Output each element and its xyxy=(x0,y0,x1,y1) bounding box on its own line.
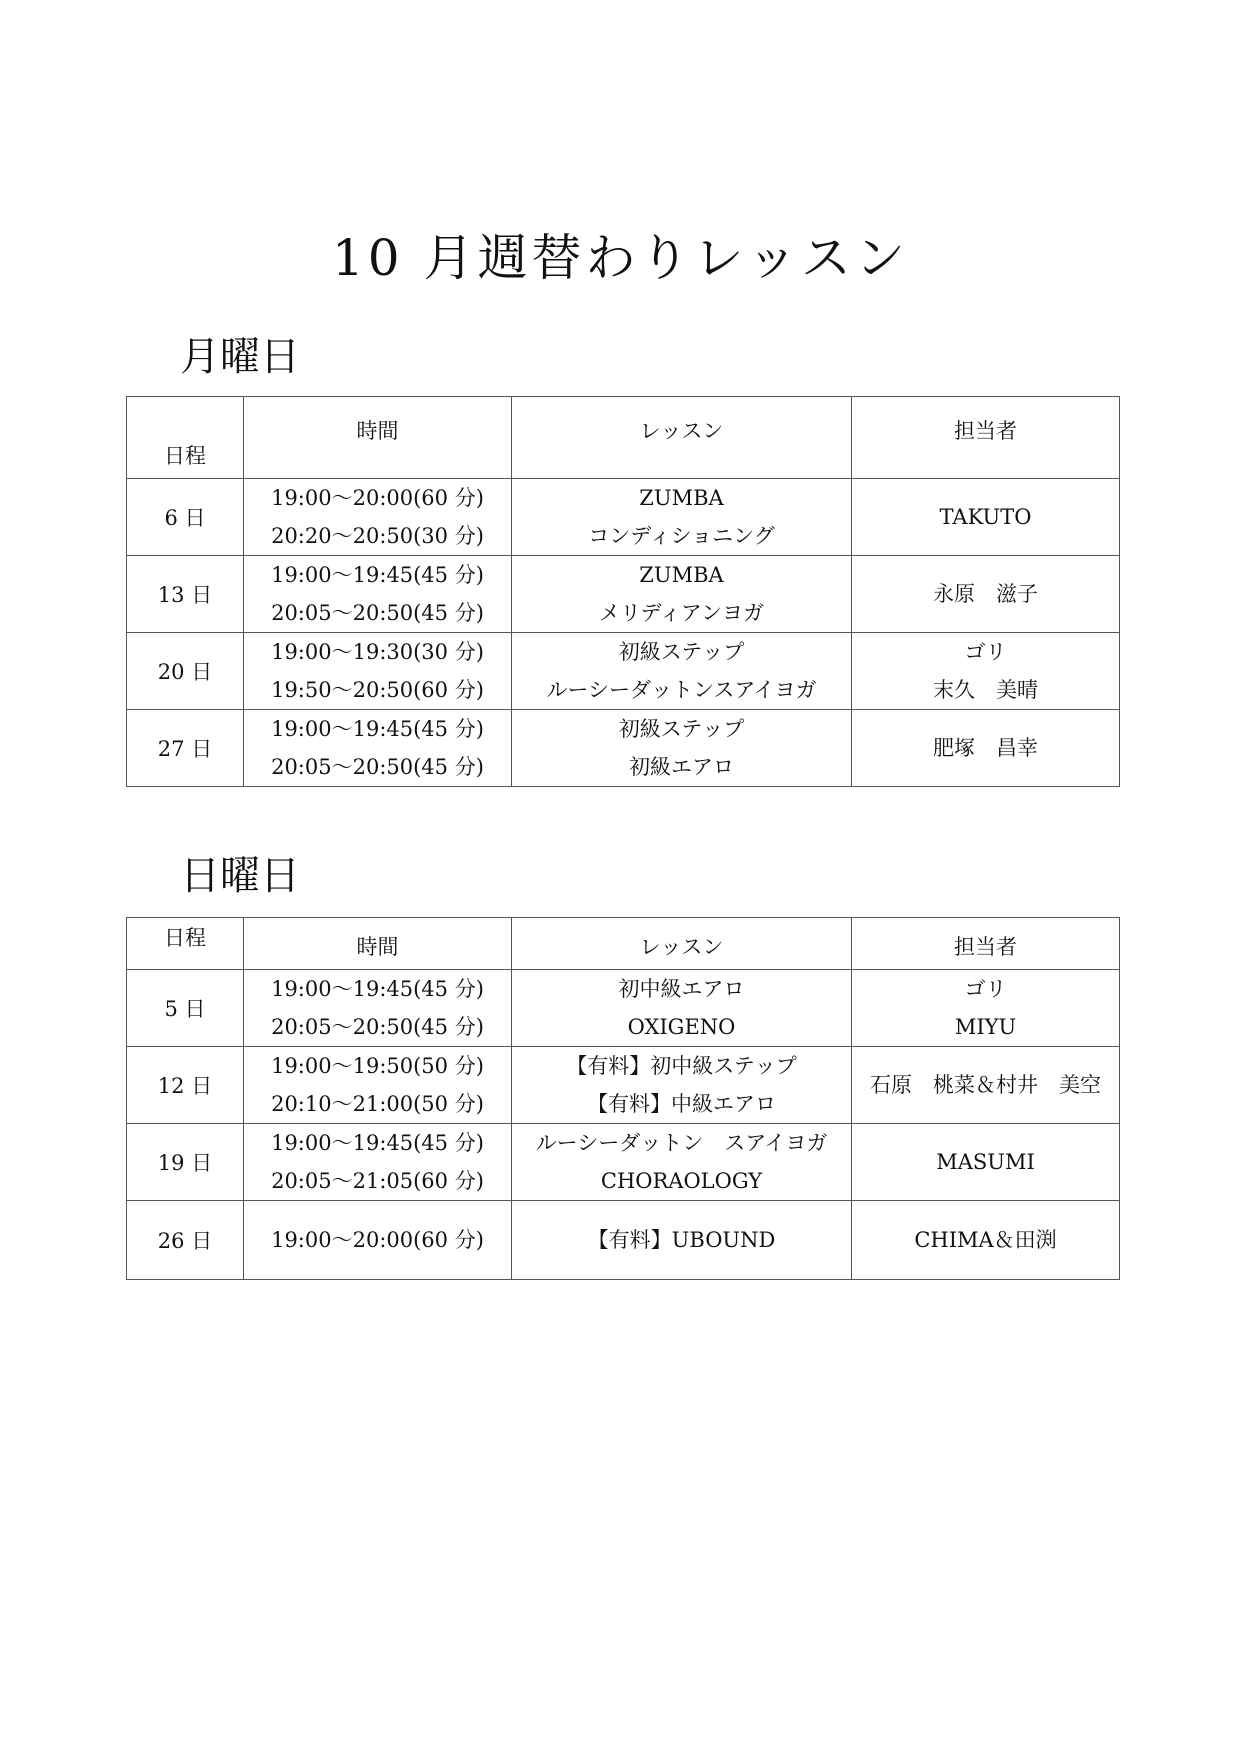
instructor-cell xyxy=(852,479,1120,556)
table-row xyxy=(127,556,1120,633)
lesson-name: 初級ステップ xyxy=(618,717,745,741)
lesson-name: コンディショニング xyxy=(588,524,775,548)
lesson-cell xyxy=(512,633,852,710)
time-cell xyxy=(244,633,512,710)
lesson-cell xyxy=(512,479,852,556)
instructor-name: 肥塚 昌幸 xyxy=(933,736,1038,760)
time-cell xyxy=(244,479,512,556)
instructor-name: MIYU xyxy=(954,1015,1017,1039)
lesson-name: メリディアンヨガ xyxy=(598,601,765,625)
time-cell xyxy=(244,556,512,633)
lesson-name: OXIGENO xyxy=(627,1015,736,1039)
table-header-row xyxy=(127,918,1120,970)
sunday-heading: 日曜日 xyxy=(180,853,300,899)
day-cell: 12 日 xyxy=(127,1047,244,1124)
instructor-name: CHIMA＆田渕 xyxy=(914,1228,1057,1252)
monday-schedule-table xyxy=(126,396,1120,787)
time-slot: 19:00～19:45(45 分) xyxy=(271,563,484,587)
table-row xyxy=(127,1124,1120,1201)
time-slot: 19:00～20:00(60 分) xyxy=(271,1228,484,1252)
time-cell xyxy=(244,1124,512,1201)
header-instructor: 担当者 xyxy=(852,397,1120,479)
instructor-cell xyxy=(852,1201,1120,1280)
sunday-schedule-table xyxy=(126,917,1120,1280)
lesson-name: CHORAOLOGY xyxy=(600,1169,763,1193)
day-cell: 27 日 xyxy=(127,710,244,787)
instructor-cell xyxy=(852,710,1120,787)
lesson-name: ZUMBA xyxy=(639,486,724,510)
instructor-cell xyxy=(852,970,1120,1047)
lesson-cell xyxy=(512,1047,852,1124)
time-slot: 19:00～19:30(30 分) xyxy=(271,640,484,664)
header-day: 日程 xyxy=(127,918,244,970)
lesson-cell xyxy=(512,970,852,1047)
header-lesson: レッスン xyxy=(512,397,852,479)
time-slot: 19:00～19:45(45 分) xyxy=(271,977,484,1001)
time-slot: 20:05～20:50(45 分) xyxy=(271,755,484,779)
time-cell xyxy=(244,710,512,787)
day-cell: 20 日 xyxy=(127,633,244,710)
header-time: 時間 xyxy=(244,397,512,479)
instructor-name: 石原 桃菜＆村井 美空 xyxy=(870,1073,1101,1097)
time-slot: 19:00～19:45(45 分) xyxy=(271,717,484,741)
instructor-name: 永原 滋子 xyxy=(933,582,1038,606)
lesson-cell xyxy=(512,1124,852,1201)
table-row xyxy=(127,1047,1120,1124)
time-cell xyxy=(244,1047,512,1124)
page-title: 10 月週替わりレッスン xyxy=(331,229,910,287)
time-slot: 20:05～20:50(45 分) xyxy=(271,601,484,625)
time-slot: 20:10～21:00(50 分) xyxy=(271,1092,484,1116)
lesson-name: 初級エアロ xyxy=(629,755,734,779)
lesson-name: 初級ステップ xyxy=(618,640,745,664)
time-slot: 20:05～20:50(45 分) xyxy=(271,1015,484,1039)
table-row xyxy=(127,1201,1120,1280)
time-slot: 19:50～20:50(60 分) xyxy=(271,678,484,702)
instructor-cell xyxy=(852,1124,1120,1201)
header-lesson: レッスン xyxy=(512,918,852,970)
instructor-cell xyxy=(852,556,1120,633)
lesson-cell xyxy=(512,1201,852,1280)
day-cell: 13 日 xyxy=(127,556,244,633)
instructor-cell xyxy=(852,633,1120,710)
time-cell xyxy=(244,970,512,1047)
time-slot: 20:05～21:05(60 分) xyxy=(271,1169,484,1193)
table-row xyxy=(127,479,1120,556)
lesson-name: ルーシーダットン スアイヨガ xyxy=(535,1131,828,1155)
day-cell: 19 日 xyxy=(127,1124,244,1201)
instructor-name: 末久 美晴 xyxy=(933,678,1038,702)
table-row xyxy=(127,710,1120,787)
instructor-name: ゴリ xyxy=(964,977,1007,1001)
instructor-cell xyxy=(852,1047,1120,1124)
lesson-name: 初中級エアロ xyxy=(618,977,745,1001)
time-cell xyxy=(244,1201,512,1280)
lesson-name: 【有料】初中級ステップ xyxy=(566,1054,797,1078)
instructor-name: MASUMI xyxy=(936,1150,1035,1174)
header-day: 日程 xyxy=(127,397,244,479)
instructor-name: TAKUTO xyxy=(939,505,1032,529)
time-slot: 19:00～19:50(50 分) xyxy=(271,1054,484,1078)
header-time: 時間 xyxy=(244,918,512,970)
lesson-name: 【有料】UBOUND xyxy=(587,1228,776,1252)
time-slot: 19:00～19:45(45 分) xyxy=(271,1131,484,1155)
lesson-name: ルーシーダットンスアイヨガ xyxy=(546,678,817,702)
table-row xyxy=(127,970,1120,1047)
lesson-cell xyxy=(512,556,852,633)
day-cell: 6 日 xyxy=(127,479,244,556)
monday-heading: 月曜日 xyxy=(180,334,300,380)
table-header-row xyxy=(127,397,1120,479)
header-instructor: 担当者 xyxy=(852,918,1120,970)
time-slot: 20:20～20:50(30 分) xyxy=(271,524,484,548)
time-slot: 19:00～20:00(60 分) xyxy=(271,486,484,510)
day-cell: 5 日 xyxy=(127,970,244,1047)
instructor-name: ゴリ xyxy=(964,640,1007,664)
day-cell: 26 日 xyxy=(127,1201,244,1280)
lesson-cell xyxy=(512,710,852,787)
lesson-name: ZUMBA xyxy=(639,563,724,587)
table-row xyxy=(127,633,1120,710)
lesson-name: 【有料】中級エアロ xyxy=(587,1092,776,1116)
